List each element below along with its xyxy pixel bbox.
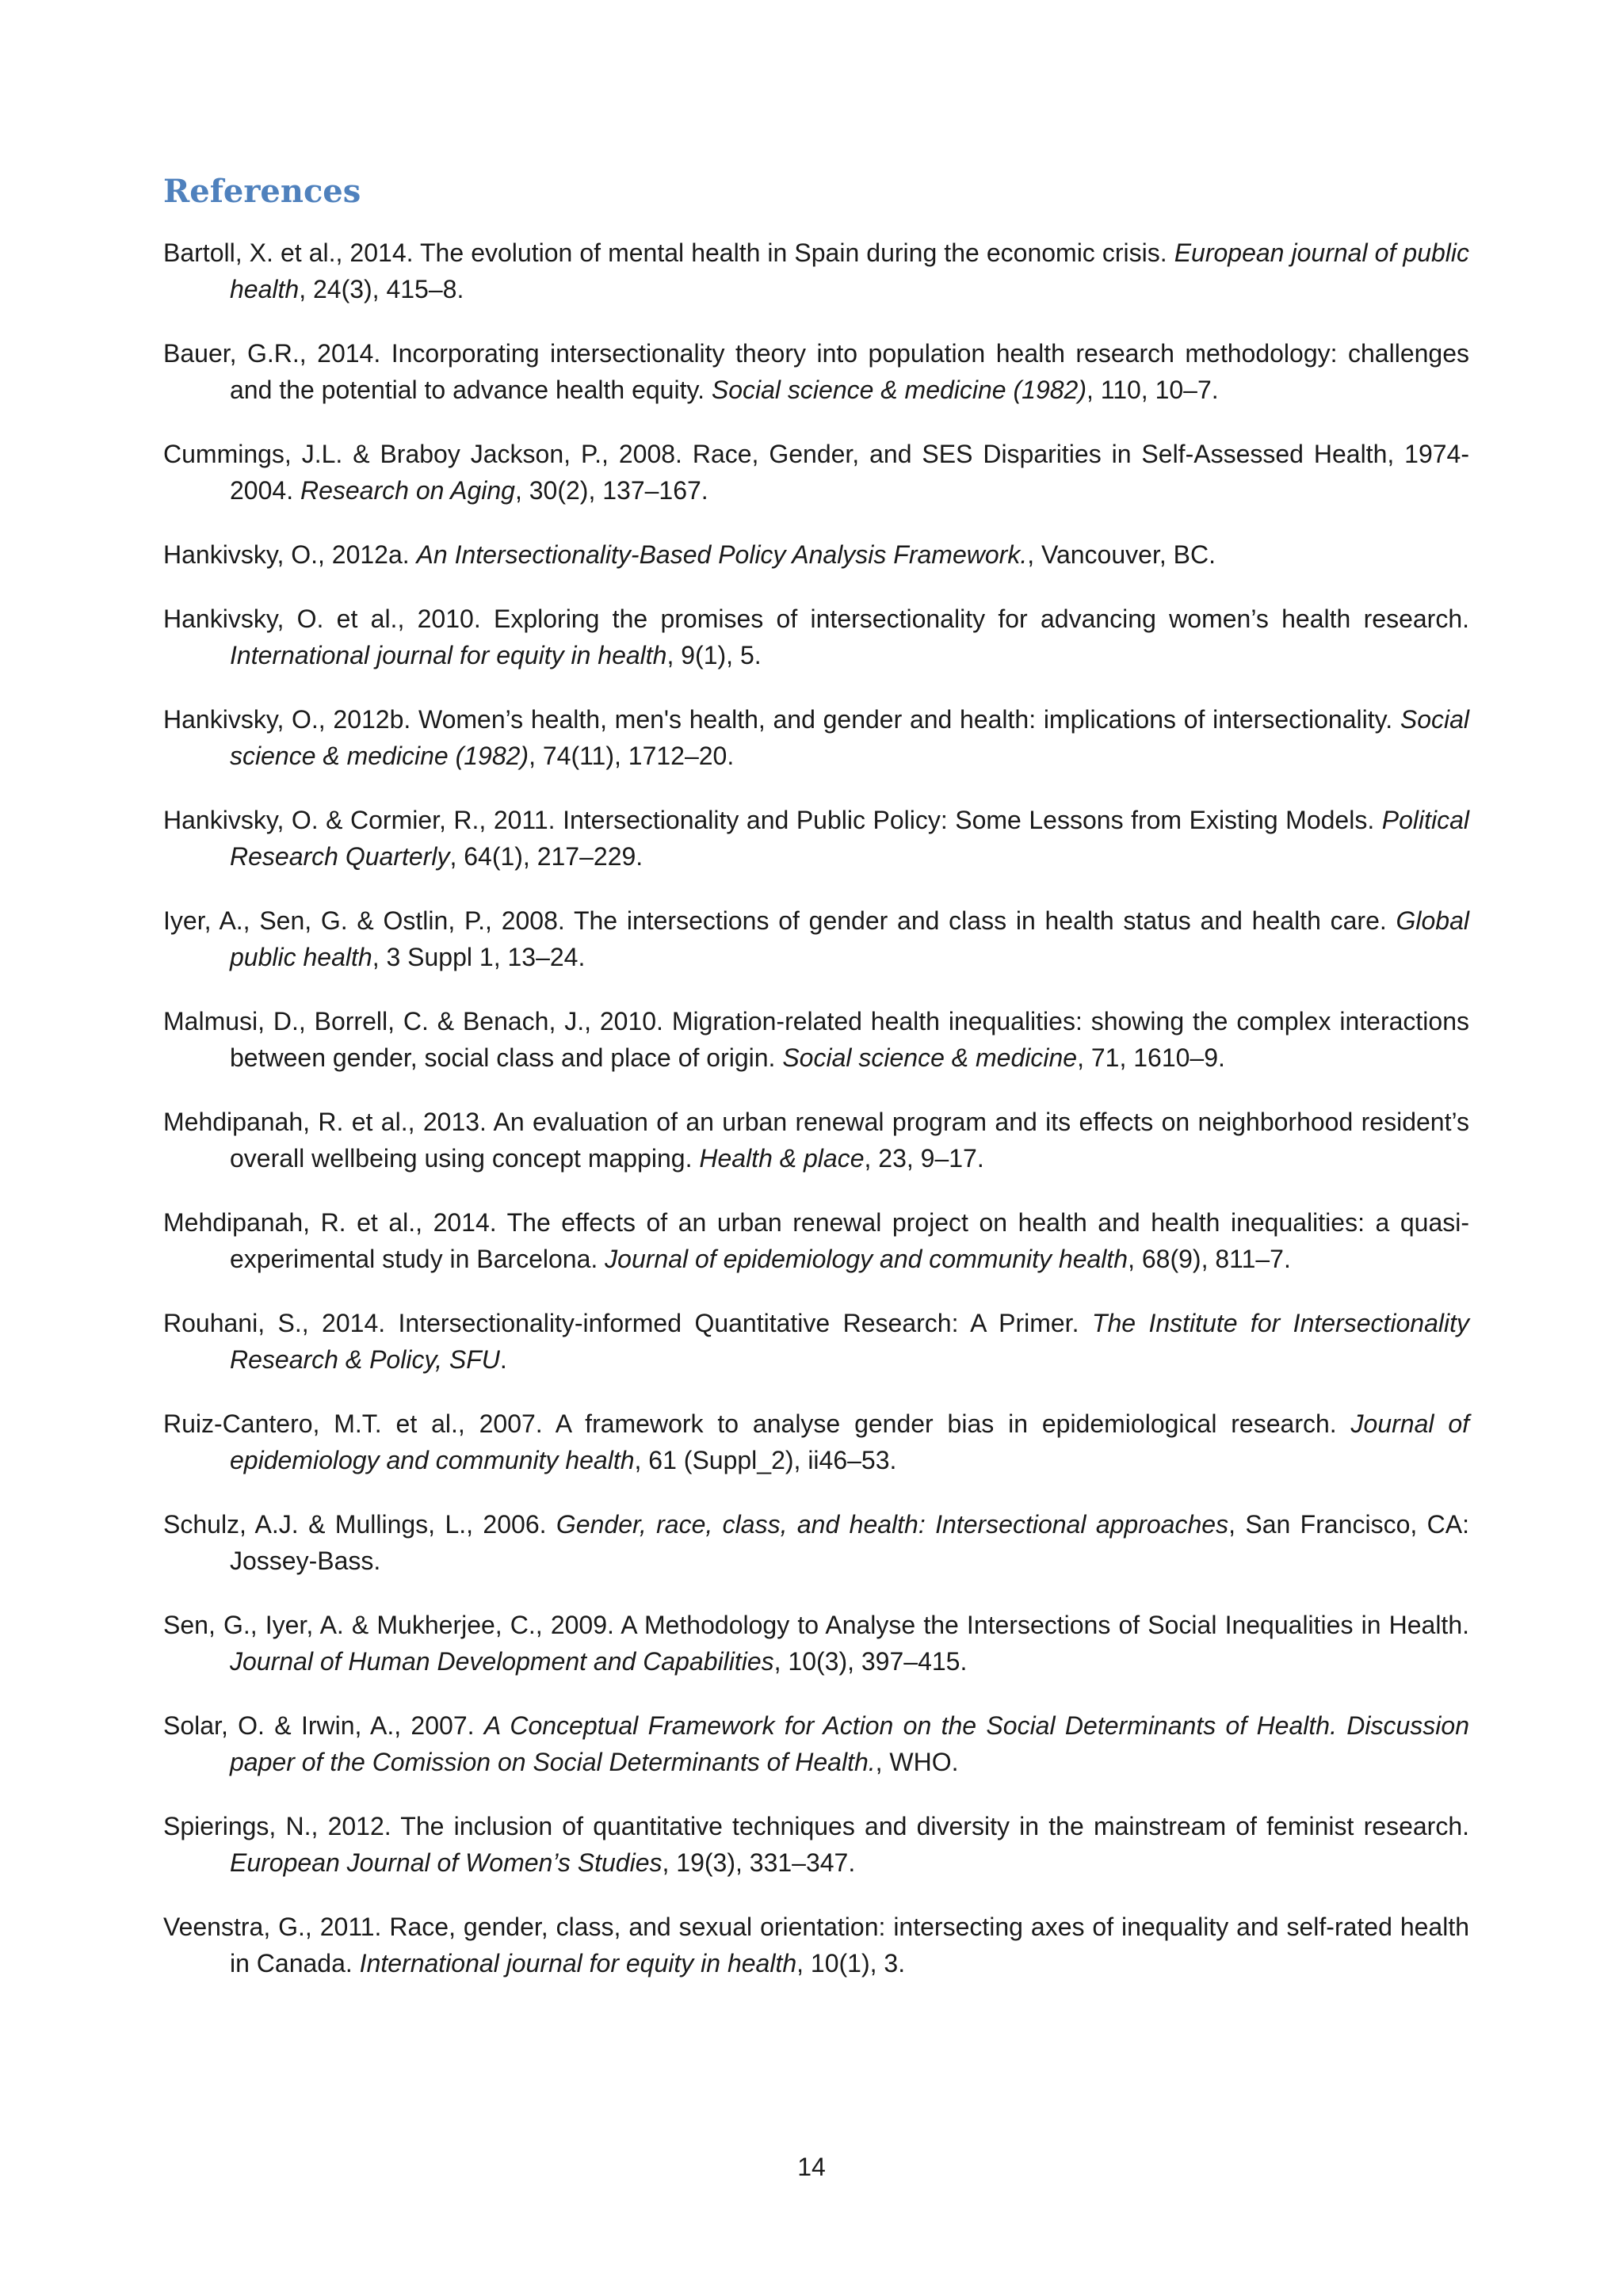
reference-details: , 23, 9–17. [864,1144,984,1173]
reference-source: Journal of Human Development and Capabilities [230,1647,774,1676]
reference-source: Social science & medicine [782,1043,1078,1072]
reference-text: Bauer, G.R., 2014. Incorporating intersectionality theory into population health research methodology: challenges and the potential to advance health equity. [163,339,1469,404]
reference-details: , 71, 1610–9. [1077,1043,1225,1072]
reference-item [163,701,1469,774]
reference-text: Iyer, A., Sen, G. & Ostlin, P., 2008. The intersections of gender and class in health status and health care. [163,906,1396,935]
reference-item [163,601,1469,673]
reference-text: Hankivsky, O. & Cormier, R., 2011. Intersectionality and Public Policy: Some Lessons from Existing Models. [163,806,1382,834]
references-heading: References [163,173,361,210]
reference-source: European Journal of Women’s Studies [230,1848,663,1877]
reference-source: Social science & medicine (1982) [230,705,1469,770]
reference-details: , 10(1), 3. [796,1949,906,1978]
reference-source: Journal of epidemiology and community health [605,1245,1128,1273]
reference-text: Hankivsky, O. et al., 2010. Exploring the promises of intersectionality for advancing women’s health research. [163,605,1469,633]
page-number: 14 [797,2153,826,2181]
reference-source: A Conceptual Framework for Action on the Social Determinants of Health. Discussion paper of the Comission on Social Determinants of Health. [230,1711,1470,1776]
reference-source: The Institute for Intersectionality Research & Policy, SFU [230,1309,1470,1374]
reference-details: , WHO. [875,1748,959,1776]
reference-item [163,1506,1469,1579]
reference-details: , 61 (Suppl_2), ii46–53. [634,1446,897,1474]
reference-text: Veenstra, G., 2011. Race, gender, class, and sexual orientation: intersecting axes of inequality and self-rated health in Canada. [163,1913,1469,1978]
reference-item [163,436,1469,509]
reference-item [163,1607,1469,1680]
reference-item [163,1909,1469,1981]
reference-item [163,802,1469,875]
reference-details: . [499,1345,507,1374]
reference-source: Journal of epidemiology and community health [230,1409,1470,1474]
reference-item [163,1104,1469,1177]
reference-details: , Vancouver, BC. [1027,540,1216,569]
reference-source: International journal for equity in health [359,1949,797,1978]
reference-source: International journal for equity in health [230,641,667,669]
reference-details: , 10(3), 397–415. [773,1647,968,1676]
reference-item [163,1204,1469,1277]
reference-details: , 9(1), 5. [666,641,762,669]
reference-text: Spierings, N., 2012. The inclusion of quantitative techniques and diversity in the mainstream of feminist research. [163,1812,1469,1840]
reference-list [163,235,1469,2009]
reference-text: Schulz, A.J. & Mullings, L., 2006. [163,1510,556,1539]
reference-details: , 3 Suppl 1, 13–24. [372,943,586,971]
reference-source: Health & place [699,1144,865,1173]
reference-item [163,536,1469,573]
reference-item [163,902,1469,975]
reference-text: Malmusi, D., Borrell, C. & Benach, J., 2010. Migration-related health inequalities: showing the complex interactions between gender, social class and place of origin. [163,1007,1469,1072]
reference-item [163,235,1469,307]
reference-details: , 68(9), 811–7. [1128,1245,1291,1273]
reference-details: , 64(1), 217–229. [449,842,643,871]
reference-item [163,335,1469,408]
reference-source: Research on Aging [300,476,515,505]
reference-text: Ruiz-Cantero, M.T. et al., 2007. A framework to analyse gender bias in epidemiological research. [163,1409,1351,1438]
reference-text: Solar, O. & Irwin, A., 2007. [163,1711,484,1740]
reference-text: Mehdipanah, R. et al., 2014. The effects of an urban renewal project on health and health inequalities: a quasi-experimental study in Barcelona. [163,1208,1469,1273]
reference-text: Hankivsky, O., 2012a. [163,540,417,569]
reference-source: An Intersectionality-Based Policy Analysis Framework. [416,540,1028,569]
reference-text: Cummings, J.L. & Braboy Jackson, P., 2008. Race, Gender, and SES Disparities in Self-Assessed Health, 1974-2004. [163,440,1469,505]
reference-text: Rouhani, S., 2014. Intersectionality-informed Quantitative Research: A Primer. [163,1309,1092,1337]
reference-details: , 30(2), 137–167. [514,476,708,505]
reference-item [163,1707,1469,1780]
reference-source: Political Research Quarterly [230,806,1469,871]
reference-source: Gender, race, class, and health: Intersectional approaches [556,1510,1229,1539]
reference-text: Sen, G., Iyer, A. & Mukherjee, C., 2009. A Methodology to Analyse the Intersections of Social Inequalities in Health. [163,1611,1469,1639]
reference-item [163,1003,1469,1076]
reference-details: , 19(3), 331–347. [662,1848,856,1877]
reference-source: European journal of public health [230,238,1470,303]
reference-text: Mehdipanah, R. et al., 2013. An evaluation of an urban renewal program and its effects on neighborhood resident’s overall wellbeing using concept mapping. [163,1108,1469,1173]
reference-details: , San Francisco, CA: Jossey-Bass. [230,1510,1470,1575]
reference-details: , 74(11), 1712–20. [529,742,735,770]
reference-text: Hankivsky, O., 2012b. Women’s health, men's health, and gender and health: implications of intersectionality. [163,705,1400,734]
reference-details: , 24(3), 415–8. [299,275,464,303]
reference-text: Bartoll, X. et al., 2014. The evolution of mental health in Spain during the economic crisis. [163,238,1174,267]
reference-item [163,1808,1469,1881]
reference-source: Social science & medicine (1982) [711,376,1086,404]
reference-item [163,1305,1469,1378]
reference-details: , 110, 10–7. [1086,376,1219,404]
reference-source: Global public health [230,906,1469,971]
reference-item [163,1405,1469,1478]
